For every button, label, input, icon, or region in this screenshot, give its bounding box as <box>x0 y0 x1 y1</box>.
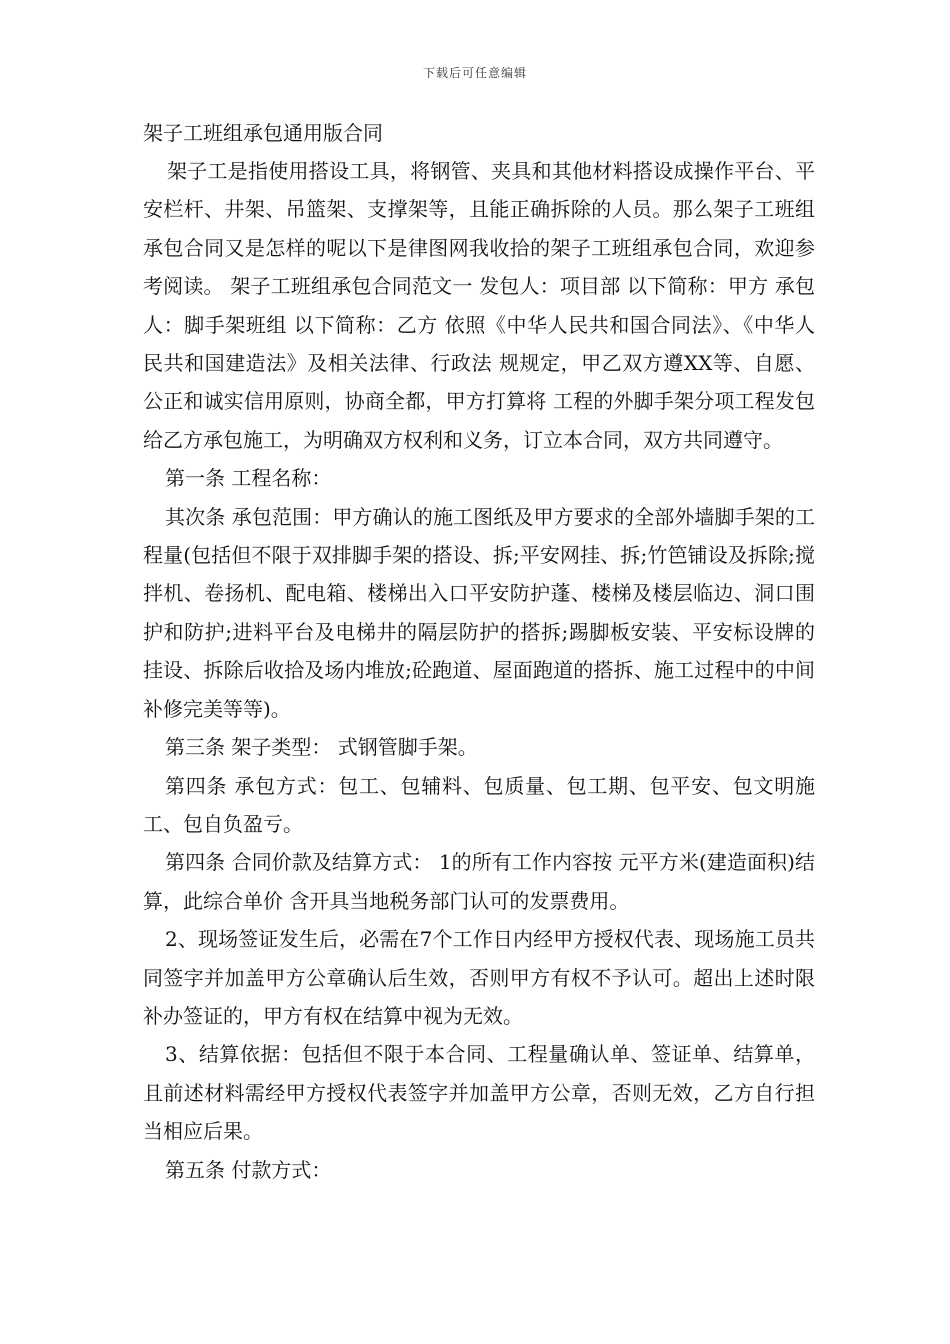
paragraph-article-4-scope: 第四条 承包方式：包工、包辅料、包质量、包工期、包平安、包文明施工、包自负盈亏。 <box>143 773 815 836</box>
paragraph-item-3: 3、结算依据：包括但不限于本合同、工程量确认单、签证单、结算单，且前述材料需经甲方授权代表签字并加盖甲方公章，否则无效，乙方自行担当相应后果。 <box>143 1042 815 1144</box>
paragraph-intro: 架子工是指使用搭设工具，将钢管、夹具和其他材料搭设成操作平台、平安栏杆、井架、吊篮架、支撑架等，且能正确拆除的人员。那么架子工班组承包合同又是怎样的呢以下是律图网我收拾的架子工班组承包合同，欢迎参考阅读。 架子工班组承包合同范文一 发包人：项目部 以下简称：甲方 承包人：脚手架班组 以下简称：乙方 依照《中华人民共和国合同法》、《中华人民共和国建造法》及相关法律、行政法 规规定，甲乙双方遵XX等、自愿、公正和诚实信用原则，协商全都，甲方打算将 工程的外脚手架分项工程发包给乙方承包施工，为明确双方权利和义务，订立本合同，双方共同遵守。 <box>143 159 815 452</box>
page-header-note: 下载后可任意编辑 <box>422 66 527 80</box>
paragraph-article-4-price: 第四条 合同价款及结算方式： 1的所有工作内容按 元平方米(建造面积)结算，此综合单价 含开具当地税务部门认可的发票费用。 <box>143 850 815 913</box>
paragraph-article-1: 第一条 工程名称： <box>165 466 332 491</box>
paragraph-item-2: 2、现场签证发生后，必需在7个工作日内经甲方授权代表、现场施工员共同签字并加盖甲方公章确认后生效，否则甲方有权不予认可。超出上述时限补办签证的，甲方有权在结算中视为无效。 <box>143 927 815 1028</box>
paragraph-article-3: 第三条 架子类型： 式钢管脚手架。 <box>165 735 478 760</box>
paragraph-article-5: 第五条 付款方式： <box>165 1157 332 1182</box>
document-title: 架子工班组承包通用版合同 <box>143 121 383 145</box>
document-body <box>143 114 815 1189</box>
paragraph-article-2: 其次条 承包范围：甲方确认的施工图纸及甲方要求的全部外墙脚手架的工程量(包括但不限于双排脚手架的搭设、拆;平安网挂、拆;竹笆铺设及拆除;搅拌机、卷扬机、配电箱、楼梯出入口平安防护蓬、楼梯及楼层临边、洞口围护和防护;进料平台及电梯井的隔层防护的搭拆;踢脚板安装、平安标设牌的挂设、拆除后收拾及场内堆放;砼跑道、屋面跑道的搭拆、施工过程中的中间补修完美等等)。 <box>143 504 815 721</box>
